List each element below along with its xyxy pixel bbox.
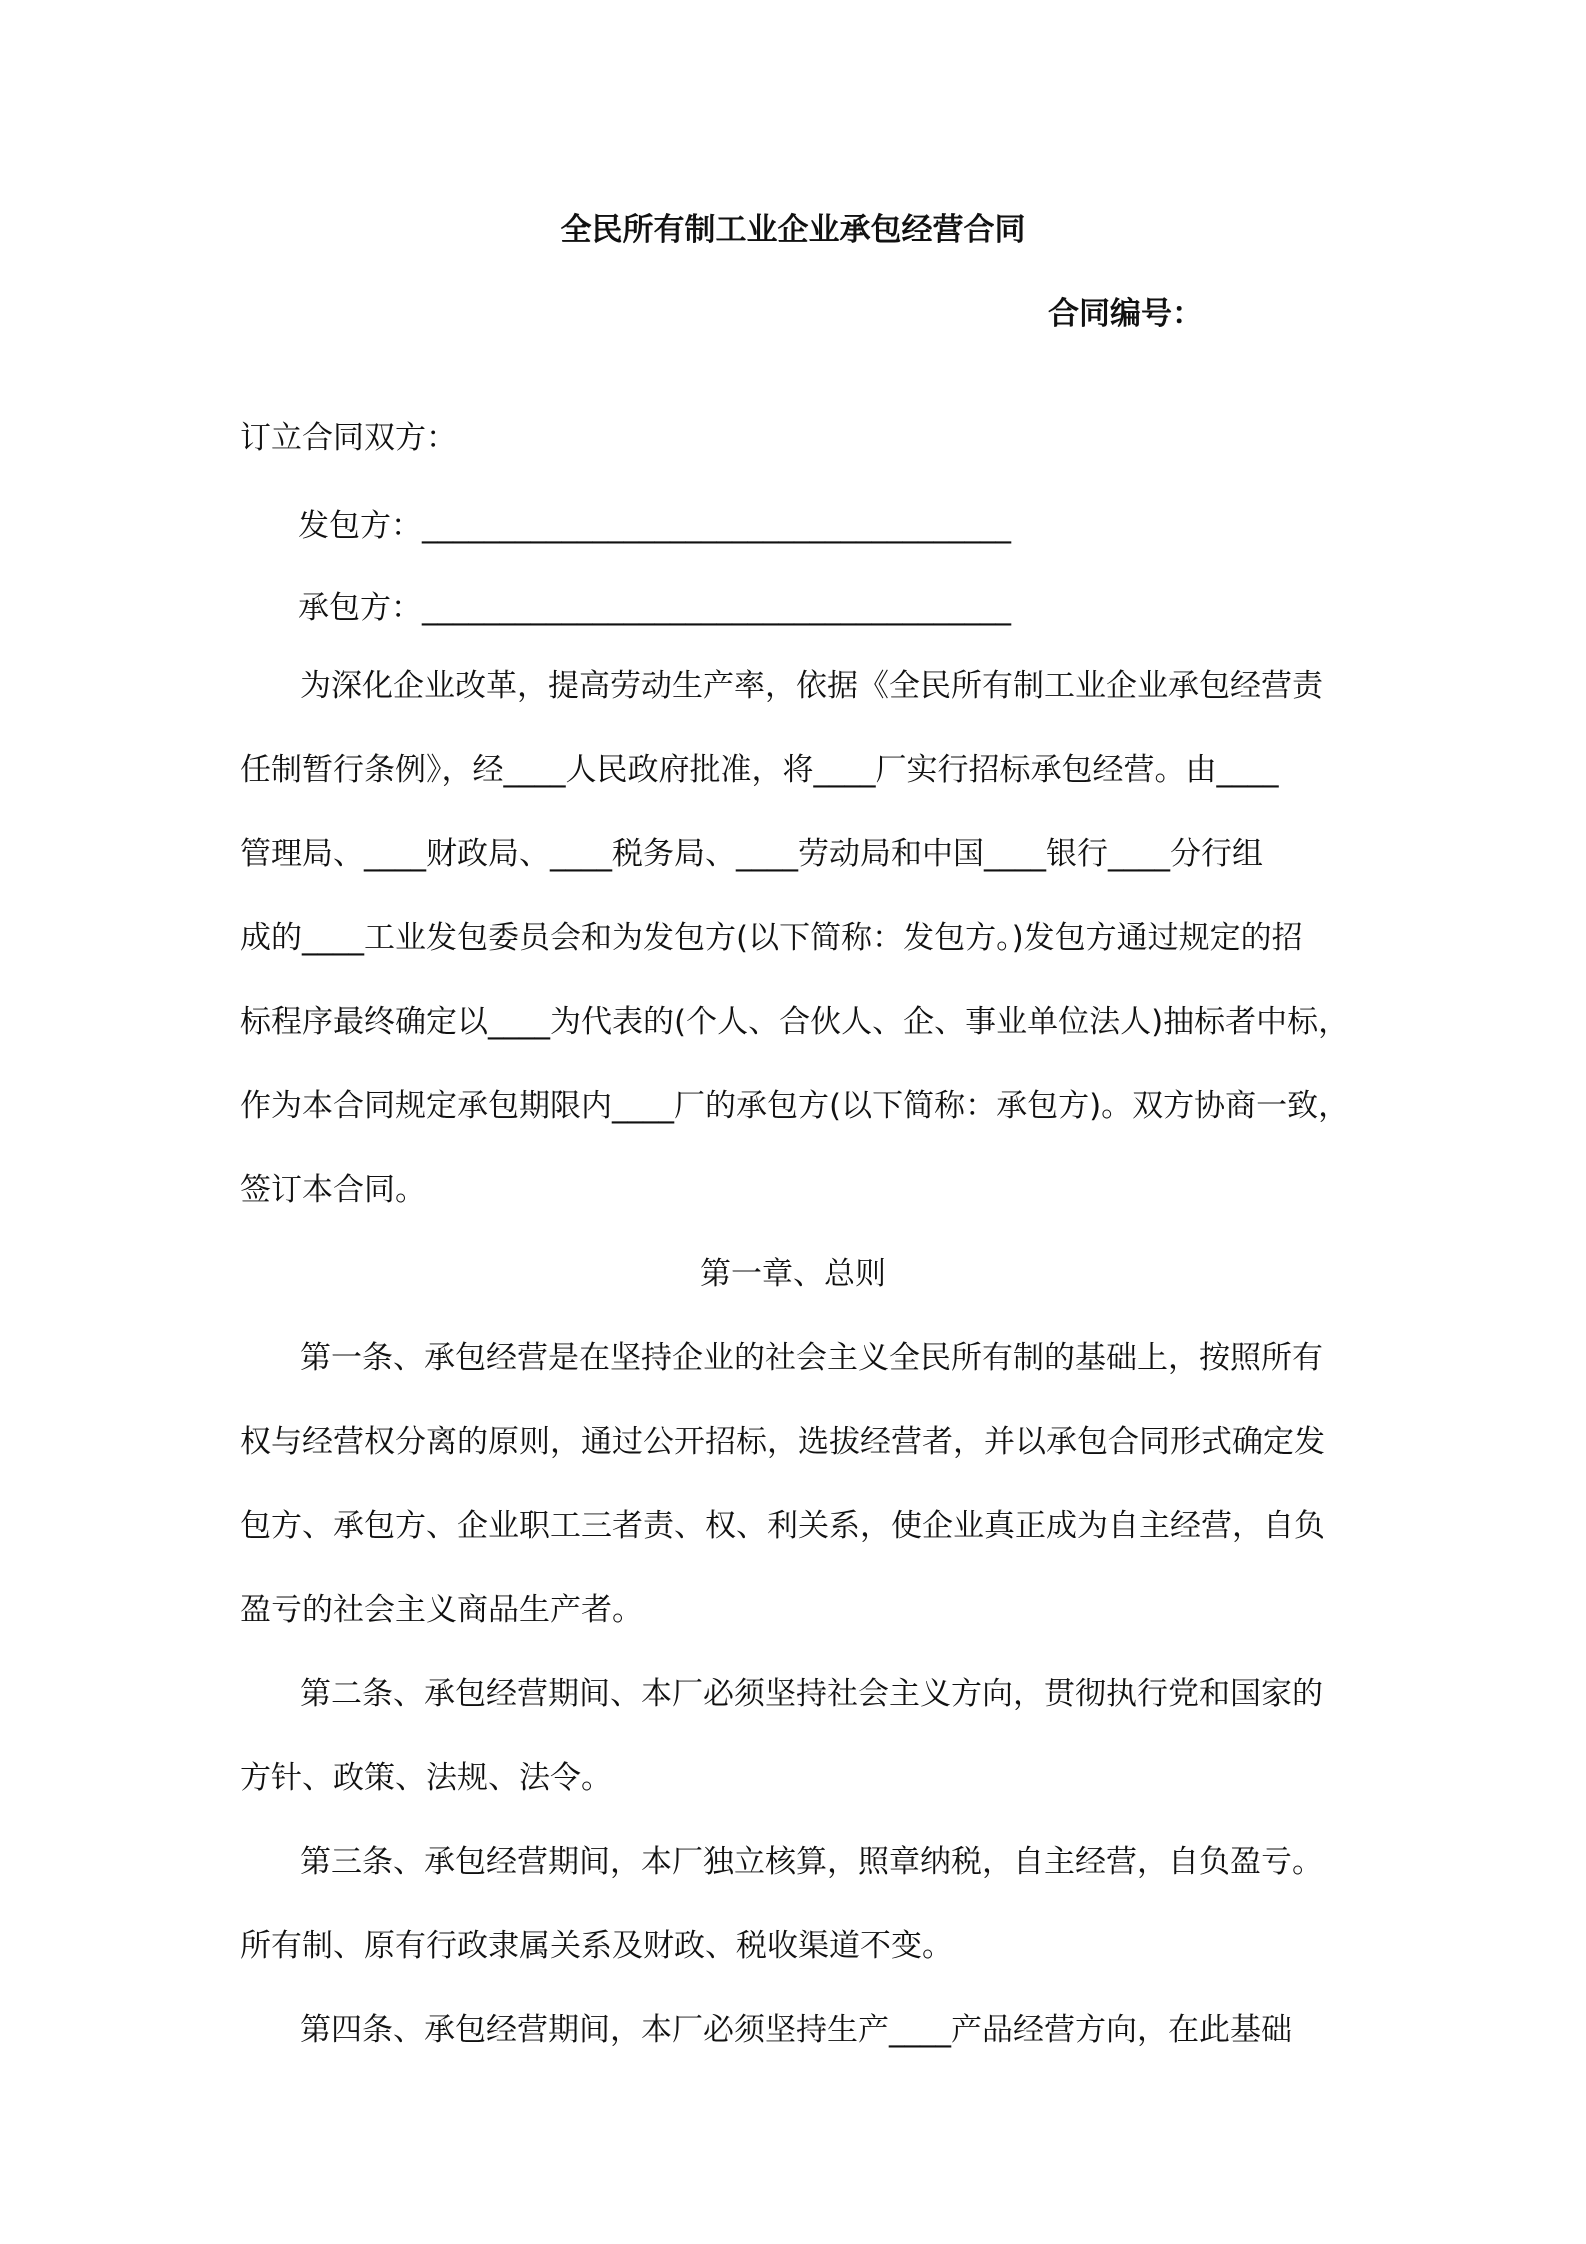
preamble-line: 标程序最终确定以____为代表的(个人、合伙人、企、事业单位法人)抽标者中标， <box>240 1004 1350 1040</box>
parties-heading: 订立合同双方： <box>240 420 457 456</box>
preamble-line: 管理局、____财政局、____税务局、____劳动局和中国____银行____分行组 <box>240 836 1263 872</box>
preamble-line: 签订本合同。 <box>240 1172 426 1208</box>
article-1-line: 包方、承包方、企业职工三者责、权、利关系，使企业真正成为自主经营，自负 <box>240 1508 1325 1544</box>
preamble-line: 为深化企业改革，提高劳动生产率，依据《全民所有制工业企业承包经营责 <box>300 668 1323 704</box>
article-3-line: 第三条、承包经营期间，本厂独立核算，照章纳税，自主经营，自负盈亏。 <box>300 1844 1323 1880</box>
article-1-line: 权与经营权分离的原则，通过公开招标，选拔经营者，并以承包合同形式确定发 <box>240 1424 1325 1460</box>
article-1-line: 盈亏的社会主义商品生产者。 <box>240 1592 643 1628</box>
article-1-line: 第一条、承包经营是在坚持企业的社会主义全民所有制的基础上，按照所有 <box>300 1340 1323 1376</box>
preamble-line: 成的____工业发包委员会和为发包方(以下简称：发包方。)发包方通过规定的招 <box>240 920 1303 956</box>
party-a-line: 发包方：______________________________________ <box>298 508 1011 544</box>
party-b-line: 承包方：______________________________________ <box>298 590 1011 626</box>
chapter-heading: 第一章、总则 <box>700 1256 886 1292</box>
article-2-line: 第二条、承包经营期间、本厂必须坚持社会主义方向，贯彻执行党和国家的 <box>300 1676 1323 1712</box>
preamble-line: 作为本合同规定承包期限内____厂的承包方(以下简称：承包方)。双方协商一致， <box>240 1088 1350 1124</box>
article-2-line: 方针、政策、法规、法令。 <box>240 1760 612 1796</box>
article-3-line: 所有制、原有行政隶属关系及财政、税收渠道不变。 <box>240 1928 953 1964</box>
preamble-line: 任制暂行条例》，经____人民政府批准，将____厂实行招标承包经营。由____ <box>240 752 1279 788</box>
document-title: 全民所有制工业企业承包经营合同 <box>560 212 1026 248</box>
contract-number-label: 合同编号： <box>1048 296 1203 332</box>
article-4-line: 第四条、承包经营期间，本厂必须坚持生产____产品经营方向，在此基础 <box>300 2012 1292 2048</box>
